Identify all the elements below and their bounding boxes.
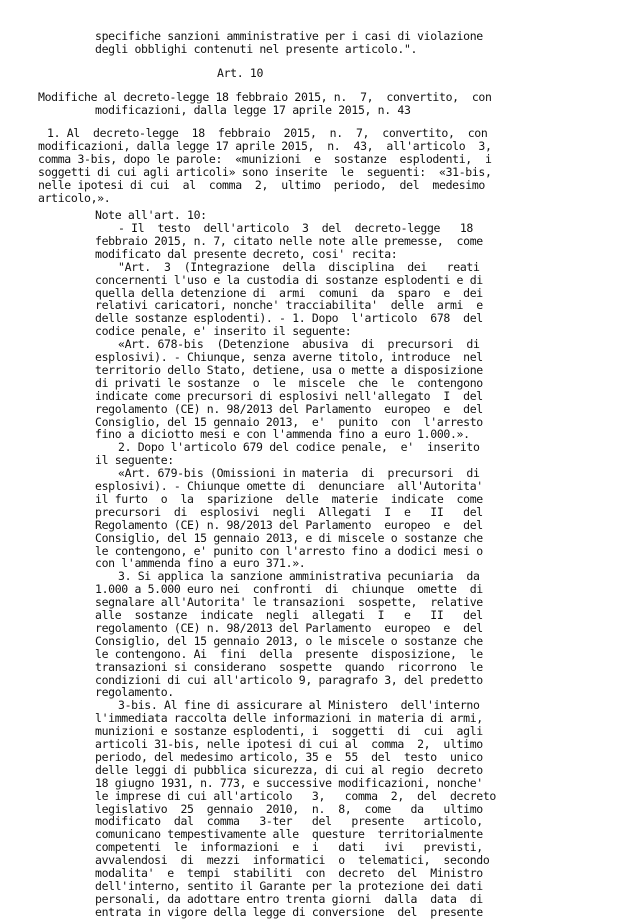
- note-line: modificato dal comma 3-ter del presente articolo,: [95, 814, 483, 829]
- note-line: dell'interno, sentito il Garante per la protezione dei dati: [95, 878, 483, 893]
- note-line: «Art. 678-bis (Detenzione abusiva di precursori di: [118, 337, 480, 352]
- note-line: modificato dal presente decreto, cosi' recita:: [95, 246, 398, 261]
- note-line: il seguente:: [95, 453, 174, 468]
- note-line: «Art. 679-bis (Omissioni in materia di precursori di: [118, 466, 480, 481]
- note-line: personali, da adottare entro trenta giorni dalla data di: [95, 891, 483, 906]
- note-line: regolamento (CE) n. 98/2013 del Parlamento europeo e del: [95, 620, 483, 635]
- note-line: delle sostanze esplodenti). - 1. Dopo l'articolo 678 del: [95, 311, 483, 326]
- intro-line: degli obblighi contenuti nel presente articolo.".: [95, 41, 418, 56]
- note-line: entrata in vigore della legge di conversione del presente: [95, 904, 483, 919]
- note-line: munizioni e sostanze esplodenti, i soggetti di cui agli: [95, 724, 483, 739]
- note-line: articoli 31-bis, nelle ipotesi di cui al comma 2, ultimo: [95, 737, 483, 751]
- note-line: con l'ammenda fino a euro 371.».: [95, 556, 306, 571]
- article-heading-line: Modifiche al decreto-legge 18 febbraio 2015, n. 7, convertito, con: [38, 90, 492, 104]
- note-line: Consiglio, del 15 gennaio 2013, e' punito con l'arresto: [95, 414, 483, 429]
- article-heading-line: modificazioni, dalla legge 17 aprile 2015, n. 43: [95, 103, 411, 117]
- note-line: di privati le sostanze o le miscele che le contengono: [95, 375, 483, 390]
- note-line: Regolamento (CE) n. 98/2013 del Parlamento europeo e del: [95, 517, 483, 532]
- paragraph-line: comma 3-bis, dopo le parole: «munizioni e sostanze esplodenti, i: [38, 151, 492, 166]
- note-line: territorio dello Stato, detiene, usa o mette a disposizione: [95, 362, 483, 377]
- article-title: Art. 10: [217, 66, 264, 80]
- note-line: il furto o la sparizione delle materie indicate come: [95, 491, 483, 506]
- paragraph-line: 1. Al decreto-legge 18 febbraio 2015, n. 7, convertito, con: [47, 126, 488, 140]
- note-line: - Il testo dell'articolo 3 del decreto-legge 18: [118, 221, 473, 235]
- note-line: modalita' e tempi stabiliti con decreto del Ministro: [95, 866, 483, 880]
- note-line: competenti le informazioni e i dati ivi previsti,: [95, 840, 483, 855]
- note-line: periodo, del medesimo articolo, 35 e 55 del testo unico: [95, 749, 483, 764]
- note-line: transazioni si considerano sospette quando ricorrono le: [95, 659, 483, 674]
- note-line: 3-bis. Al fine di assicurare al Ministero dell'interno: [118, 698, 480, 713]
- note-line: regolamento (CE) n. 98/2013 del Parlamento europeo e del: [95, 401, 483, 416]
- note-line: le imprese di cui all'articolo 3, comma 2, del decreto: [95, 788, 496, 803]
- note-line: comunicano tempestivamente alle questure territorialmente: [95, 827, 483, 842]
- note-line: avvalendosi di mezzi informatici o telematici, secondo: [95, 853, 490, 868]
- notes-title: Note all'art. 10:: [95, 208, 207, 222]
- note-line: l'immediata raccolta delle informazioni in materia di armi,: [95, 711, 483, 726]
- note-line: esplosivi). - Chiunque omette di denunciare all'Autorita': [95, 479, 483, 493]
- note-line: legislativo 25 gennaio 2010, n. 8, come da ultimo: [95, 801, 483, 816]
- note-line: 1.000 a 5.000 euro nei confronti di chiunque omette di: [95, 582, 483, 597]
- note-line: indicate come precursori di esplosivi nell'allegato I del: [95, 388, 483, 403]
- note-line: quella della detenzione di armi comuni da sparo e dei: [95, 285, 483, 300]
- note-line: 3. Si applica la sanzione amministrativa pecuniaria da: [118, 569, 480, 584]
- note-line: le contengono. Ai fini della presente disposizione, le: [95, 646, 483, 661]
- paragraph-line: modificazioni, dalla legge 17 aprile 2015, n. 43, all'articolo 3,: [38, 138, 492, 153]
- paragraph-line: nelle ipotesi di cui al comma 2, ultimo periodo, del medesimo: [38, 177, 486, 192]
- paragraph-line: articolo,».: [38, 190, 111, 205]
- note-line: febbraio 2015, n. 7, citato nelle note alle premesse, come: [95, 233, 483, 248]
- note-line: relativi caricatori, nonche' tracciabilita' delle armi e: [95, 298, 483, 313]
- note-line: segnalare all'Autorita' le transazioni sospette, relative: [95, 595, 483, 610]
- note-line: 2. Dopo l'articolo 679 del codice penale, e' inserito: [118, 440, 480, 455]
- paragraph-line: soggetti di cui agli articoli» sono inserite le seguenti: «31-bis,: [38, 164, 492, 179]
- note-line: concernenti l'uso e la custodia di sostanze esplodenti e di: [95, 272, 483, 287]
- note-line: Consiglio, del 15 gennaio 2013, o le miscele o sostanze che: [95, 633, 483, 648]
- note-line: delle leggi di pubblica sicurezza, di cui al regio decreto: [95, 762, 483, 777]
- note-line: precursori di esplosivi negli Allegati I e II del: [95, 504, 483, 519]
- intro-line: specifiche sanzioni amministrative per i casi di violazione: [95, 29, 483, 43]
- note-line: Consiglio, del 15 gennaio 2013, e di miscele o sostanze che: [95, 530, 483, 545]
- note-line: fino a diciotto mesi e con l'ammenda fino a euro 1.000.».: [95, 427, 470, 442]
- note-line: regolamento.: [95, 685, 174, 700]
- note-line: "Art. 3 (Integrazione della disciplina dei reati: [118, 259, 480, 274]
- note-line: 18 giugno 1931, n. 773, e successive modificazioni, nonche': [95, 775, 483, 790]
- note-line: condizioni di cui all'articolo 9, paragrafo 3, del predetto: [95, 672, 483, 687]
- note-line: esplosivi). - Chiunque, senza averne titolo, introduce nel: [95, 350, 483, 364]
- note-line: alle sostanze indicate negli allegati I e II del: [95, 608, 483, 622]
- note-line: codice penale, e' inserito il seguente:: [95, 324, 352, 339]
- note-line: le contengono, e' punito con l'arresto fino a dodici mesi o: [95, 543, 483, 558]
